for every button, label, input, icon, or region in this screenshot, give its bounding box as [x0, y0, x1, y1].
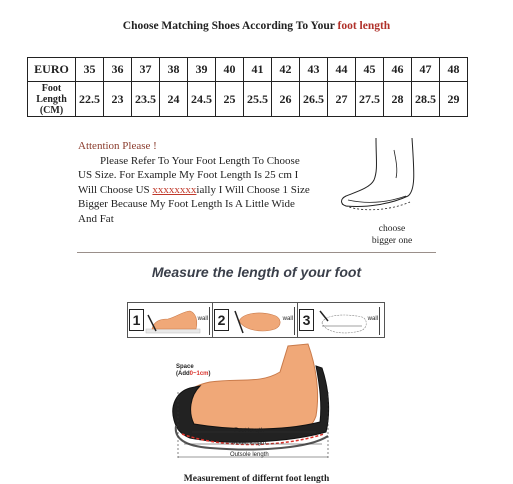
wall-line — [294, 307, 295, 335]
add-value: 0~1cm — [189, 371, 209, 377]
foot-length-cell: 25.5 — [244, 82, 272, 117]
foot-length-cell: 26.5 — [300, 82, 328, 117]
wall-line — [379, 307, 380, 335]
attention-line: US Size. For Example My Foot Length Is 25 cm I — [78, 169, 299, 181]
wall-label: wall — [367, 316, 378, 322]
diagram-caption: Measurement of differnt foot length — [183, 474, 330, 484]
page-title — [0, 20, 513, 32]
euro-size-cell: 38 — [160, 58, 188, 82]
title-highlight: foot length — [337, 20, 391, 32]
foot-length-cell: 26 — [272, 82, 300, 117]
wall-line — [209, 307, 210, 335]
add-text: (Add — [176, 371, 190, 377]
euro-size-cell: 43 — [300, 58, 328, 82]
euro-size-cell: 47 — [412, 58, 440, 82]
attention-line — [78, 183, 346, 198]
space-text: Space — [176, 364, 194, 370]
attention-line: Bigger Because My Foot Length Is A Little Wide — [78, 198, 295, 210]
euro-size-cell: 41 — [244, 58, 272, 82]
foot-length-cell: 24 — [160, 82, 188, 117]
attention-note — [78, 139, 346, 226]
wall-label: wall — [197, 316, 208, 322]
divider — [77, 252, 436, 253]
foot-on-paper-icon — [144, 307, 202, 335]
euro-size-cell: 39 — [188, 58, 216, 82]
foot-length-cell: 28 — [384, 82, 412, 117]
foot-top-view-icon — [229, 307, 287, 335]
add-close: ) — [208, 371, 211, 377]
length-header-line: Foot — [41, 82, 62, 94]
euro-size-cell: 36 — [104, 58, 132, 82]
choose-note-line: choose — [378, 224, 406, 234]
euro-size-cell: 42 — [272, 58, 300, 82]
foot-length-cell: 22.5 — [76, 82, 104, 117]
length-header-line: Length — [36, 93, 67, 105]
outsole-length-label: Outsole length — [230, 452, 269, 458]
foot-sketch-icon — [336, 130, 436, 225]
euro-size-cell: 35 — [76, 58, 104, 82]
euro-row — [28, 58, 468, 82]
attention-line: And Fat — [78, 212, 114, 225]
euro-size-cell: 37 — [132, 58, 160, 82]
choose-note-line: bigger one — [371, 236, 413, 246]
size-table — [27, 57, 468, 117]
foot-length-cell: 23 — [104, 82, 132, 117]
attention-heading: Attention Please ! — [78, 140, 157, 152]
foot-length-cell: 25 — [216, 82, 244, 117]
euro-size-cell: 40 — [216, 58, 244, 82]
attention-line: Please Refer To Your Foot Length To Choose — [100, 154, 300, 167]
foot-length-cell: 23.5 — [132, 82, 160, 117]
euro-size-cell: 48 — [440, 58, 468, 82]
foot-length-cell: 27 — [328, 82, 356, 117]
wall-label: wall — [282, 316, 293, 322]
length-header — [28, 82, 76, 117]
length-row — [28, 82, 468, 117]
step-number: 2 — [214, 309, 229, 331]
foot-length-cell: 24.5 — [188, 82, 216, 117]
measure-heading: Measure the length of your foot — [151, 264, 362, 280]
attention-line-part: ially I Will Choose 1 Size — [196, 183, 310, 196]
attention-line-part: Will Choose US — [78, 183, 150, 196]
shoe-foot-diagram — [170, 336, 350, 468]
step-2-panel — [212, 302, 300, 338]
step-3-panel — [297, 302, 385, 338]
choose-bigger-note — [362, 223, 422, 247]
title-prefix: Choose Matching Shoes According To Your — [122, 20, 335, 32]
foot-length-cell: 28.5 — [412, 82, 440, 117]
length-header-line: (CM) — [39, 104, 64, 116]
euro-header: EURO — [28, 58, 76, 82]
step-number: 1 — [129, 309, 144, 331]
insole-length-label: Insole length — [232, 440, 267, 446]
foot-length-label: Foot length — [234, 428, 265, 434]
euro-size-cell: 46 — [384, 58, 412, 82]
measure-outline-icon — [314, 307, 372, 335]
attention-redacted: xxxxxxxx — [152, 183, 197, 196]
euro-size-cell: 44 — [328, 58, 356, 82]
foot-length-cell: 27.5 — [356, 82, 384, 117]
euro-size-cell: 45 — [356, 58, 384, 82]
step-number: 3 — [299, 309, 314, 331]
foot-length-cell: 29 — [440, 82, 468, 117]
step-1-panel — [127, 302, 215, 338]
